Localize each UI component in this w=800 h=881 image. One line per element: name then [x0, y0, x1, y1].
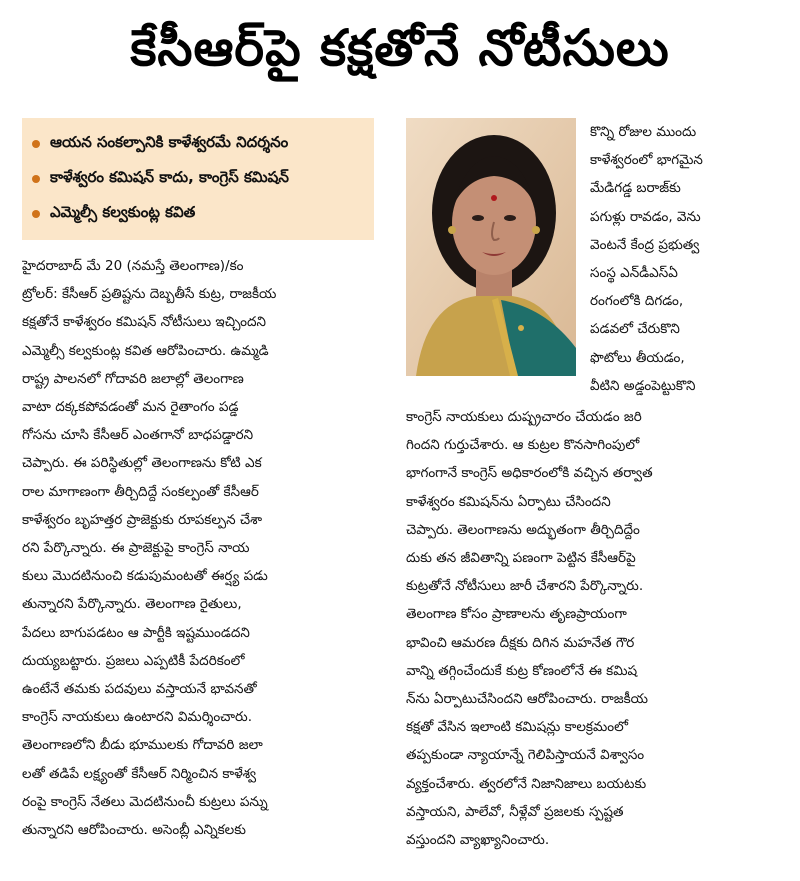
highlight-item	[32, 161, 364, 196]
highlights-box	[22, 118, 374, 240]
highlight-item	[32, 196, 364, 231]
highlight-item	[32, 126, 364, 161]
bullet-dot-icon	[32, 140, 40, 148]
woman-portrait-icon	[406, 118, 576, 376]
headline: కేసీఆర్‌పై కక్షతోనే నోటీసులు	[130, 18, 670, 77]
highlight-text: కాళేశ్వరం కమిషన్ కాదు, కాంగ్రెస్ కమిషన్	[50, 167, 289, 186]
bullet-dot-icon	[32, 175, 40, 183]
article-right-column: కాంగ్రెస్ నాయకులు దుష్ప్రచారం చేయడం జరి గిందని గుర్తుచేశారు. ఆ కుట్రల కొనసాగింపులో భాగంగానే కాంగ్రెస్ అధికారంలోకి వచ్చిన తర్వాత కాళేశ్వరం కమిషన్‌ను ఏర్పాటు చేసిందని చెప్పారు. తెలంగాణను అద్భుతంగా తీర్చిదిద్దేం దుకు తన జీవితాన్ని పణంగా పెట్టిన కేసీఆర్‌పై కుట్రతోనే నోటీసులు జారీ చేశారని పేర్కొన్నారు. తెలంగాణ కోసం ప్రాణాలను తృణప్రాయంగా భావించి ఆమరణ దీక్షకు దిగిన మహనేత గౌర వాన్ని తగ్గించేందుకే కుట్ర కోణంలోనే ఈ కమిష న్‌ను ఏర్పాటుచేసిందని ఆరోపించారు. రాజకీయ కక్షతో వేసిన ఇలాంటి కమిషన్లు కాలక్రమంలో తప్పకుండా న్యాయాన్నే గెలిపిస్తాయనే విశ్వాసం వ్యక్తంచేశారు. త్వరలోనే నిజానిజాలు బయటకు వస్తాయని, పాలేవో, నీళ్లేవో ప్రజలకు స్పష్టత వస్తుందని వ్యాఖ్యానించారు.	[406, 409, 653, 849]
bullet-dot-icon	[32, 210, 40, 218]
article-left-column: హైదరాబాద్ మే 20 (నమస్తే తెలంగాణ)/కం ట్రోలర్: కేసీఆర్ ప్రతిష్టను దెబ్బతీసే కుట్ర, రాజకీయ కక్షతోనే కాళేశ్వరం కమిషన్ నోటీసులు ఇచ్చిందని ఎమ్మెల్సీ కల్వకుంట్ల కవిత ఆరోపించారు. ఉమ్మడి రాష్ట్ర పాలనలో గోదావరి జలాల్లో తెలంగాణ వాటా దక్కకపోవడంతో మన రైతాంగం పడ్డ గోసను చూసి కేసీఆర్ ఎంతగానో బాధపడ్డారని చెప్పారు. ఈ పరిస్థితుల్లో తెలంగాణను కోటి ఎక రాల మాగాణంగా తీర్చిదిద్దే సంకల్పంతో కేసీఆర్ కాళేశ్వరం బృహత్తర ప్రాజెక్టుకు రూపకల్పన చేశా రని పేర్కొన్నారు. ఈ ప్రాజెక్టుపై కాంగ్రెస్ నాయ కులు మొదటినుంచి కడుపుమంటతో ఈర్ష్య పడు తున్నారని పేర్కొన్నారు. తెలంగాణ రైతులు, పేదలు బాగుపడటం ఆ పార్టీకి ఇష్టముండదని దుయ్యబట్టారు. ప్రజలు ఎప్పటికీ పేదరికంలో ఉంటేనే తమకు పదవులు వస్తాయనే భావనతో కాంగ్రెస్ నాయకులు ఉంటారని విమర్శించారు. తెలంగాణలోని బీడు భూములకు గోదావరి జలా లతో తడిపే లక్ష్యంతో కేసీఆర్ నిర్మించిన కాళేశ్వ రంపై కాంగ్రెస్ నేతలు మెదటినుంచీ కుట్రలు పన్ను తున్నారని ఆరోపించారు. అసెంబ్లీ ఎన్నికలకు	[22, 258, 277, 839]
portrait-photo	[406, 118, 576, 376]
article-right-top-column: కొన్ని రోజుల ముందు కాళేశ్వరంలో భాగమైన మేడిగడ్డ బరాజ్‌కు పగుళ్లు రావడం, వెను వెంటనే కేంద్ర ప్రభుత్వ సంస్థ ఎన్‌డీఎస్‌ఏ రంగంలోకి దిగడం, పడవలో చేరుకొని ఫొటోలు తీయడం, వీటిని అడ్డంపెట్టుకొని	[590, 124, 703, 394]
highlight-text: ఎమ్మెల్సీ కల్వకుంట్ల కవిత	[50, 202, 196, 221]
highlight-text: ఆయన సంకల్పానికి కాళేశ్వరమే నిదర్శనం	[50, 132, 289, 151]
